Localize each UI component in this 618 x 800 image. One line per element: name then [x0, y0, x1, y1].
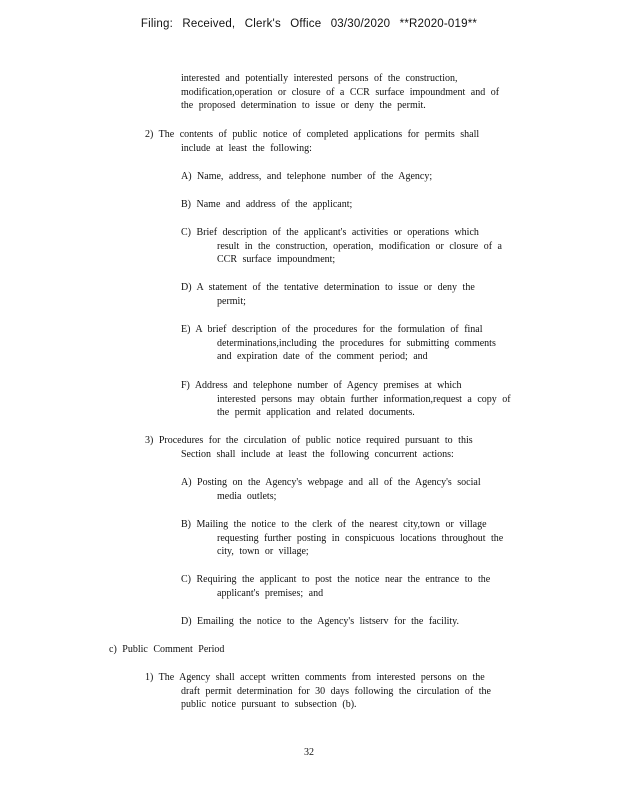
text-line: C) Brief description of the applicant's activities or operations which: [181, 227, 479, 238]
text-line: C) Requiring the applicant to post the notice near the entrance to the: [181, 574, 491, 585]
text-line: D) Emailing the notice to the Agency's listserv for the facility.: [181, 616, 460, 627]
page-number: 32: [304, 747, 314, 758]
item-3d: [181, 615, 459, 629]
item-2a: [181, 170, 432, 184]
text-line: E) A brief description of the procedures for the formulation of final: [181, 324, 483, 335]
item-2d: [181, 281, 475, 308]
text-line: CCR surface impoundment;: [217, 254, 336, 266]
continuation-paragraph: [181, 72, 499, 113]
text-line: A) Posting on the Agency's webpage and all of the Agency's social: [181, 477, 481, 488]
text-line: interested and potentially interested persons of the construction,: [181, 73, 458, 84]
text-line: interested persons may obtain further information,request a copy of: [217, 393, 511, 405]
text-line: F) Address and telephone number of Agency premises at which: [181, 380, 462, 391]
text-line: media outlets;: [217, 490, 277, 502]
item-3a: [181, 476, 481, 503]
text-line: B) Name and address of the applicant;: [181, 199, 353, 210]
text-line: permit;: [217, 295, 246, 307]
text-line: determinations,including the procedures for submitting comments: [217, 337, 496, 349]
text-line: B) Mailing the notice to the clerk of the nearest city,town or village: [181, 519, 487, 530]
item-3b: [181, 518, 503, 559]
text-line: c) Public Comment Period: [109, 644, 225, 655]
filing-header: Filing: Received, Clerk's Office 03/30/2020 **R2020-019**: [140, 18, 478, 30]
text-line: requesting further posting in conspicuous locations throughout the: [217, 532, 504, 544]
text-line: applicant's premises; and: [217, 587, 324, 599]
text-line: modification,operation or closure of a CCR surface impoundment and of: [181, 86, 500, 98]
text-line: draft permit determination for 30 days following the circulation of the: [181, 685, 491, 697]
item-2-contents: [145, 128, 479, 155]
text-line: include at least the following:: [181, 142, 312, 154]
item-c1: [145, 671, 491, 712]
text-line: result in the construction, operation, modification or closure of a: [217, 240, 502, 252]
text-line: 3) Procedures for the circulation of public notice required pursuant to this: [145, 435, 473, 446]
text-line: Section shall include at least the following concurrent actions:: [181, 448, 454, 460]
text-line: 2) The contents of public notice of completed applications for permits shall: [145, 129, 480, 140]
text-line: A) Name, address, and telephone number of the Agency;: [181, 171, 433, 182]
text-line: the proposed determination to issue or deny the permit.: [181, 100, 426, 112]
item-2e: [181, 323, 496, 364]
text-line: and expiration date of the comment period; and: [217, 351, 428, 363]
text-line: public notice pursuant to subsection (b).: [181, 699, 357, 711]
text-line: the permit application and related documents.: [217, 407, 415, 419]
item-2b: [181, 198, 352, 212]
item-2f: [181, 379, 511, 420]
section-c-heading: [109, 643, 224, 657]
item-2c: [181, 226, 502, 267]
text-line: 1) The Agency shall accept written comments from interested persons on the: [145, 672, 485, 683]
item-3c: [181, 573, 490, 600]
item-3-procedures: [145, 434, 473, 461]
text-line: city, town or village;: [217, 546, 309, 558]
text-line: D) A statement of the tentative determination to issue or deny the: [181, 282, 475, 293]
